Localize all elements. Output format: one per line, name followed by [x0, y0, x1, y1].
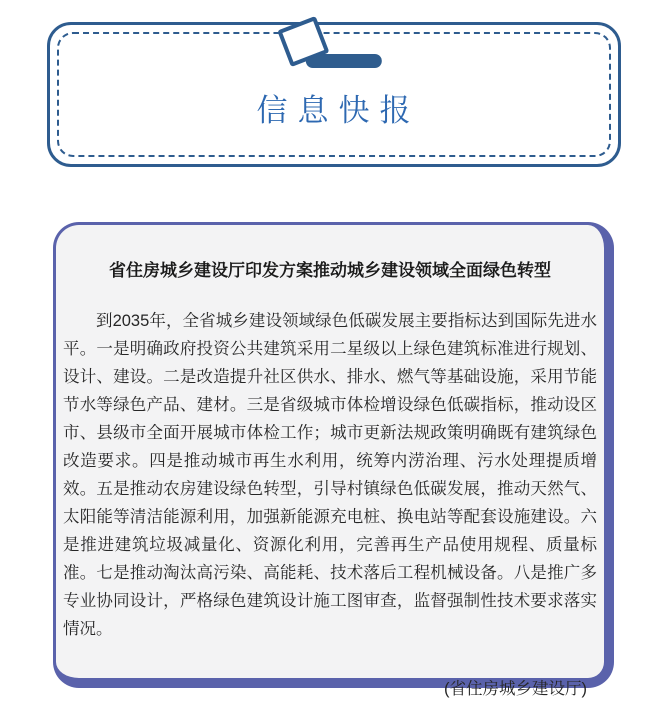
- mail-send-icon: [277, 16, 383, 76]
- news-card: [53, 222, 614, 698]
- article-attribution: (省住房城乡建设厅): [444, 680, 587, 698]
- article-title: 省住房城乡建设厅印发方案推动城乡建设领域全面绿色转型: [109, 261, 551, 280]
- bulletin-title: 信息快报: [256, 93, 421, 128]
- header-banner: [47, 22, 621, 167]
- article-body: 到2035年，全省城乡建设领域绿色低碳发展主要指标达到国际先进水平。一是明确政府投资公共建筑采用二星级以上绿色建筑标准进行规划、设计、建设。二是改造提升社区供水、排水、燃气等基础设施，采用节能节水等绿色产品、建材。三是省级城市体检增设绿色低碳指标，推动设区市、县级市全面开展城市体检工作；城市更新法规政策明确既有建筑绿色改造要求。四是推动城市再生水利用，统筹内涝治理、污水处理提质增效。五是推动农房建设绿色转型，引导村镇绿色低碳发展，推动天然气、太阳能等清洁能源利用，加强新能源充电桩、换电站等配套设施建设。六是推进建筑垃圾减量化、资源化利用，完善再生产品使用规程、质量标准。七是推动淘汰高污染、高能耗、技术落后工程机械设备。八是推广多专业协同设计，严格绿色建筑设计施工图审查，监督强制性技术要求落实情况。: [63, 312, 597, 638]
